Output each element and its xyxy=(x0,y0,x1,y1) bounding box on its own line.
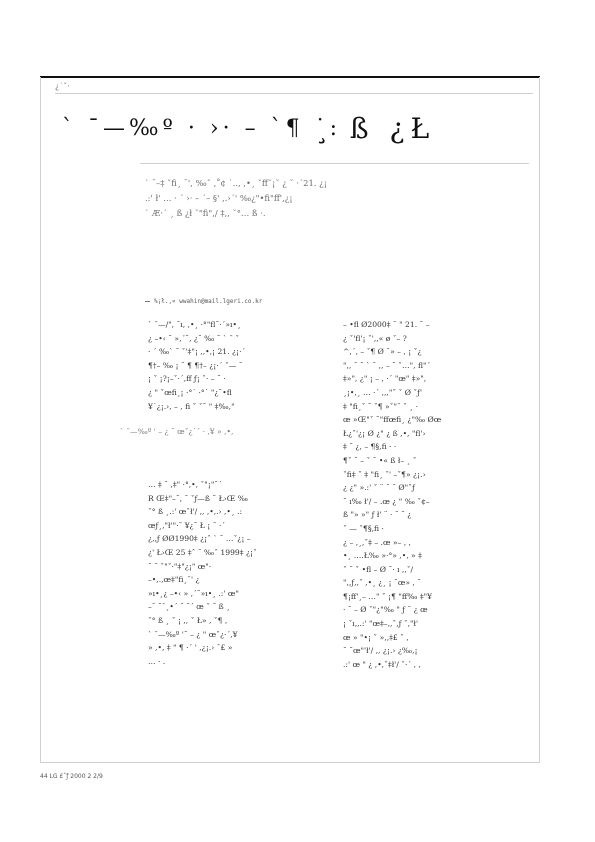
body-line: ˘ ı‰ ł'/ – .œ ¿ " ‰ ˇ¢– xyxy=(343,496,430,506)
body-line: Ł¿ˇ'¿¡ Ø ¿" ¿ ß ,•, "fl'› xyxy=(343,428,426,438)
body-line: · ˊ ‰` ˘ ˇ'‡"¡ ,,•,¡ 21. ¿¡·ˊ xyxy=(148,347,246,357)
title-divider xyxy=(140,163,529,164)
body-line: – •fl Ø2000‡ ˘ " 21. ˘ – xyxy=(343,320,430,329)
body-line: · ˘ – Ø ˇ"¿"‰ " ƒ ˘ ¿ œ xyxy=(343,605,428,615)
body-line: ˇ — ˇ¶§,fi · xyxy=(343,523,384,533)
body-line: ` ˉ—/", ˘ı, ,•¸ ·°"fl˘·ˊ»ı•¸ xyxy=(148,320,241,329)
body-line: ¿ " ˇœfi¸¡ ·°˙ ·°˙ "¿˘•fl xyxy=(148,387,232,397)
body-line: ¿ ˇ'fl'¡ ˇ',,« ø ˇ– ? xyxy=(343,333,407,343)
body-line: ¶ˇ ˘ – ˇ ˘ •« ß ł– ¸ ˇ xyxy=(343,455,417,465)
dash-mark xyxy=(145,301,150,302)
body-line: œ » "•¡ ˇ »,,‡£ ˇ , xyxy=(343,632,409,642)
body-line: ˘ ˘ ˇ"ˇ·"‡"¿¡" œ"· xyxy=(148,561,212,571)
abstract xyxy=(145,176,490,221)
author-email: %¡ł.,« wwahin@mail.lgeri.co.kr xyxy=(154,298,263,305)
body-line: œƒ¸,"ł'"·˘ ¥¿˘ Ł ¡ ˘ ·ˊ xyxy=(148,520,226,530)
body-line: •¸ ….Ł‰ »·°» ,•, » ‡ xyxy=(343,551,422,561)
author-email-line xyxy=(145,298,262,305)
body-line: –˘ ˘ˉ¸•ˊ ˘ ˘ˊ œ ˇ ˘ ß ¸ xyxy=(148,602,230,612)
body-line: ‡ ˘ ¿, – ¶§,fi · · xyxy=(343,442,397,452)
left-column-lower xyxy=(148,478,320,668)
body-line: ",,ƒ,,ˇ ,•¸ ¿¸ ¡ ˘œ» , ˘ xyxy=(343,578,422,588)
body-line: œ »Œ"ˇ ˘"ffœfi¸ ¿"‰ Øœ xyxy=(343,415,442,425)
body-line: –•,.,œ‡"fi¸ˉ' ¿ xyxy=(148,575,200,585)
article-title: ` ˉ—‰º · ›· – `¶ ˙: xyxy=(62,116,342,141)
body-line: ^,ˊ, – ˇ¶ Ø ˘» – , ¡ ˇ¿ xyxy=(343,347,422,357)
left-column xyxy=(148,318,320,413)
body-line: ‡ "fi¸ˇ ˘ ˇ¶ »ˇ"ˉ ˇ ¸ · xyxy=(343,401,419,411)
body-line: »ı•¸¿ –•‹ » ,ˊ˘»ı•¸ .:' œ" xyxy=(148,588,239,598)
body-line: ˘ ˘œ"'ł'/ ,, ¿¡.› ¿‰,¡ xyxy=(343,646,418,656)
article-title-emphasis: ¸ ß ¿Ł xyxy=(315,112,436,145)
body-line: ¡ ˇı,,.:' "œ‡–,,ˇ,ƒ ˇ,"ł' xyxy=(343,619,419,629)
header-divider xyxy=(55,93,533,94)
body-line: ¡ ˇ ¡?¡–ˇ·ˊ,ff ƒ¡ ˇ· – ˘ · xyxy=(148,374,226,384)
section-label: ¿˙ˇ· xyxy=(55,82,70,91)
abstract-line: .:' ł' … · ˊ ›· – ˊ– §' ,.›ˊ' ‰¿"•fi"ff',¿¡ xyxy=(145,193,293,203)
body-line: ¸¡•,¸ … ·ˊ ,,,"ˇ ˇ Ø ˇƒ' xyxy=(343,387,423,397)
body-line: ˇ° ß ¸.:' œˆł'/ ,, ,•,.› ,•¸ .: xyxy=(148,507,243,517)
body-line: ` ˉ—‰º '˘ – ¿ " œˆ¿·ˊ,¥ xyxy=(148,629,238,639)
body-line: ¥˙¿¡.›, – , fi ˇ ˇ˘ " ‡‰," xyxy=(148,401,235,411)
body-line: ˇ ˘ ˇ •fl – Ø ˘· ı ,,ˇ/ xyxy=(343,564,414,574)
body-line: .:' œ " ¿ ,•,ˇ‡ł'/ ˇ·ˊ , , xyxy=(343,659,421,669)
body-line: » ,•, ‡ " ¶ ·ˊ ' ,¿¡.› ˉ£ » xyxy=(148,643,233,653)
body-line: ‡»", ¿" ¡ – , ·ˊ "œ" ‡»", xyxy=(343,374,427,384)
abstract-line: ` Æ·ˊ ¸ ß ¿ł ˘"fi",/ ‡,, ˘°… ß ·. xyxy=(145,208,266,218)
abstract-line: ` ˉ–‡ ˇfi¸ ˉ', ‰ˆ ,˚¢ ˙.., ,•¸ ˇff˘¡˘ ¿ ˘ ·ˊ21. ¿¡ xyxy=(145,178,327,188)
body-line: ¿,,ƒ ØØ1990‡ ¿¡ˆ ` ˘ …ˇ¿¡ – xyxy=(148,534,251,544)
body-line: ˇfi‡ ˇ ‡ "fi¸ ˇ' –ˇ¶» ¿¡.› xyxy=(343,469,426,479)
body-line: ¶†– ‰ ¡ ˘ ¶ ¶†– ¿¡·ˊ ˇ— ˘ xyxy=(148,360,243,370)
body-line: … · . xyxy=(148,656,166,666)
pullquote: ` ˉ—‰º ' – ¿ ˘ œˇ¿˙ˊ · ,¥ » ,•, xyxy=(120,427,234,436)
body-line: ¿ –•‹ ˘ »‚ˊ˘, ¿˘ ‰ ˘ ` ˉ ˇ xyxy=(148,333,240,343)
body-line: R Œ‡"–˘, ˘ ˇƒ—ß ˘ Ł›Œ ‰ xyxy=(148,493,248,503)
body-line: ˇ° ß ¸ ˇ ¡ ,, ˇ Ł» , ˇ¶ , xyxy=(148,615,228,625)
body-line: ¶¡ff'¸– …" ˇ ¡¶ "ff‰ ‡"¥ xyxy=(343,591,432,601)
body-line: ¿ ¿" ».:' ˇ ¨ ˘ ˘ Ø"ˇƒ xyxy=(343,483,415,493)
body-line: ß "» »" ƒ ł' ¨ · ˘ ˘ ¿ xyxy=(343,510,412,520)
body-line: … ‡ ˘ ,‡" ·°,•, ˇ"¡"˘ˊ xyxy=(148,480,222,489)
body-line: ¿ – ,¸,ˇ‡ – .œ »– , , xyxy=(343,537,411,547)
page-footer: 44 LG £ˆƒ 2000 2 2/9 xyxy=(40,773,103,780)
right-column xyxy=(343,318,525,671)
body-line: ¿' Ł›Œ 25 ‡ˆ ˘ ‰ˆ 1999‡ ¿¡ˇ xyxy=(148,547,257,557)
body-line: ",, ˘ ˘ ` ˘ ,, – ˘ ˇ…", fl"ˊ xyxy=(343,360,431,370)
